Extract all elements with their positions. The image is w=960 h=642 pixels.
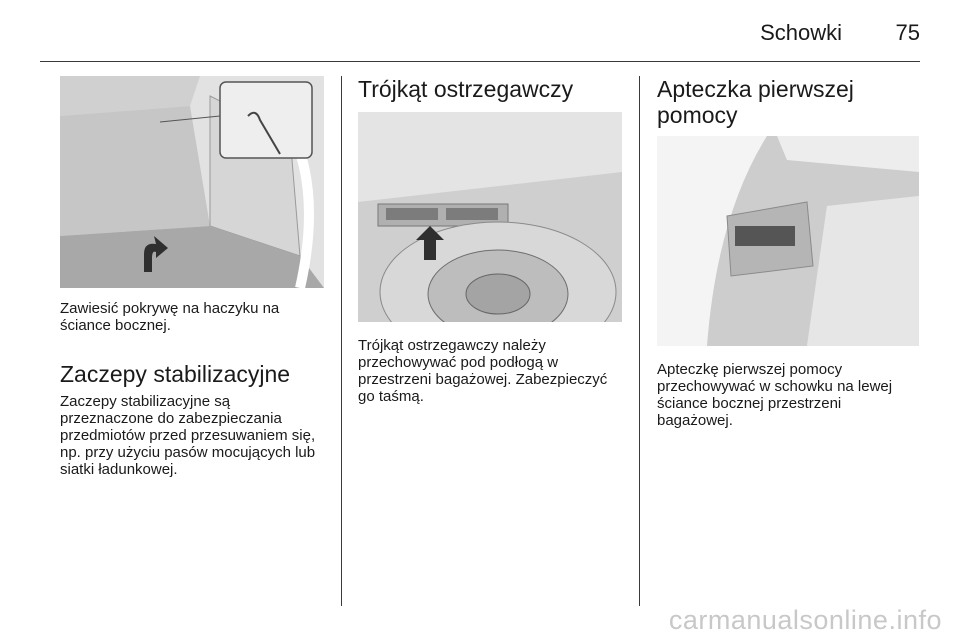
first-aid-body: Apteczkę pierwszej pomocy przechowywać w schowku na lewej ściance bocznej przestrzeni bagażowej.	[657, 361, 893, 429]
page-number: 75	[895, 20, 920, 45]
first-aid-kit-illustration	[657, 136, 919, 346]
warning-triangle-illustration	[358, 112, 622, 322]
site-watermark: carmanualsonline.info	[668, 605, 942, 635]
stabilizers-body: Zaczepy stabilizacyjne są przeznaczone do zabezpieczania przedmiotów przed przesuwaniem się, np. przy użyciu pasów mocujących lub siatki ładunkowej.	[60, 393, 316, 478]
section-title: Schowki	[760, 20, 842, 45]
warning-triangle-body: Trójkąt ostrzegawczy należy przechowywać pod podłogą w przestrzeni bagażowej. Zabezpieczyć go taśmą.	[358, 337, 608, 405]
header-rule	[40, 61, 920, 62]
section-heading-stabilizers: Zaczepy stabilizacyjne	[60, 361, 291, 387]
section-heading-first-aid: Apteczka pierwszej pomocy	[657, 76, 854, 128]
column-divider-left	[341, 76, 342, 606]
trunk-cover-hook-illustration	[60, 76, 324, 288]
hook-caption: Zawiesić pokrywę na haczyku na ściance bocznej.	[60, 300, 280, 334]
section-heading-warning-triangle: Trójkąt ostrzegawczy	[358, 76, 574, 102]
column-divider-right	[639, 76, 640, 606]
